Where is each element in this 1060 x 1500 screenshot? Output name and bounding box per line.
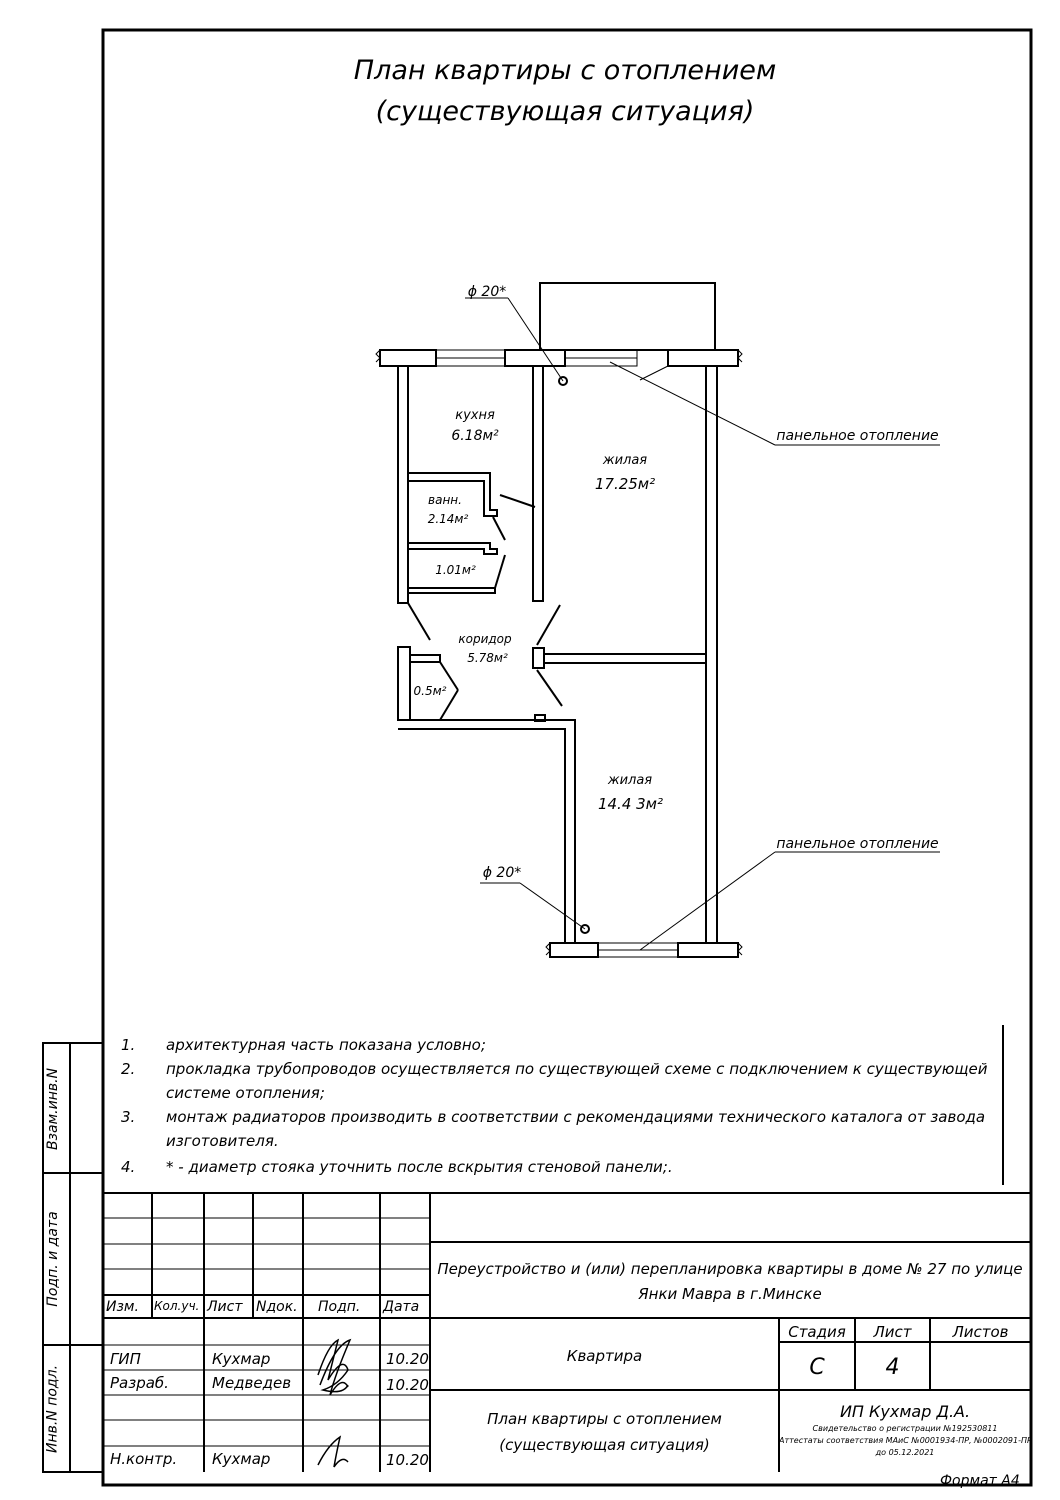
tb-company-line3: Аттестаты соответствия МАиС №0001934-ПР, №0002091-ПР: [779, 1436, 1032, 1445]
tb-date-nkontr: 10.20: [386, 1451, 429, 1469]
tb-object: Квартира: [566, 1347, 643, 1365]
tb-project-line2: Янки Мавра в г.Минске: [638, 1285, 822, 1303]
tb-header-data: Дата: [383, 1299, 420, 1315]
tb-sheet-value: 4: [885, 1355, 900, 1380]
signature-marks: [318, 1340, 350, 1467]
tb-name-nkontr: Кухмар: [212, 1450, 271, 1468]
tb-header-ndok: Nдок.: [256, 1299, 298, 1315]
room-kitchen-name: кухня: [455, 408, 495, 423]
tb-header-kol: Кол.уч.: [154, 1299, 200, 1313]
room-kitchen-area: 6.18м²: [451, 428, 499, 444]
tb-project-line1: Переустройство и (или) перепланировка квартиры в доме № 27 по улице: [437, 1260, 1023, 1278]
room-corridor-area: 5.78м²: [467, 651, 508, 665]
tb-company-line2: Свидетельство о регистрации №192530811: [812, 1424, 998, 1433]
room-living1-area: 17.25м²: [594, 475, 656, 493]
room-living1-name: жилая: [602, 453, 648, 468]
tb-date-razrab: 10.20: [386, 1376, 429, 1394]
note-4-line-1: * - диаметр стояка уточнить после вскрытия стеновой панели;.: [166, 1158, 673, 1176]
tb-company-line4: до 05.12.2021: [875, 1448, 935, 1457]
tb-header-izm: Изм.: [106, 1299, 139, 1315]
room-corridor-name: коридор: [458, 632, 512, 646]
note-4-num: 4.: [121, 1158, 136, 1176]
room-living2-name: жилая: [607, 773, 653, 788]
side-stamp-inv: Инв.N подл.: [44, 1364, 61, 1454]
note-1-line-1: архитектурная часть показана условно;: [166, 1036, 486, 1054]
tb-role-nkontr: Н.контр.: [110, 1450, 178, 1468]
note-2-num: 2.: [121, 1060, 136, 1078]
tb-sheet-title-line1: План квартиры с отоплением: [487, 1410, 722, 1428]
heating-top-label: панельное отопление: [776, 428, 939, 444]
floor-plan: [376, 283, 742, 957]
side-stamp-podp: Подп. и дата: [45, 1211, 61, 1307]
drawing-title-line2: (существующая ситуация): [375, 96, 755, 127]
tb-role-gip: ГИП: [110, 1350, 141, 1368]
tb-header-podp: Подп.: [318, 1299, 361, 1315]
tb-header-list: Лист: [207, 1299, 243, 1315]
callout-leaders: [465, 298, 940, 950]
tb-name-razrab: Медведев: [212, 1374, 292, 1392]
tb-date-gip: 10.20: [386, 1350, 429, 1368]
note-2-line-2: системе отопления;: [166, 1084, 325, 1102]
tb-name-gip: Кухмар: [212, 1350, 271, 1368]
drawing-title-line1: План квартиры с отоплением: [353, 55, 777, 86]
tb-role-razrab: Разраб.: [110, 1374, 169, 1392]
note-2-line-1: прокладка трубопроводов осуществляется по существующей схеме с подключением к существующей: [166, 1060, 988, 1078]
tb-stage-label: Стадия: [788, 1323, 846, 1341]
heating-bottom-label: панельное отопление: [776, 836, 939, 852]
room-wc-area: 1.01м²: [435, 563, 476, 577]
tb-sheet-label: Лист: [873, 1323, 912, 1341]
note-3-num: 3.: [121, 1108, 136, 1126]
room-bath-name: ванн.: [428, 493, 462, 507]
tb-sheet-title-line2: (существующая ситуация): [499, 1436, 710, 1454]
riser-top-label: ϕ 20*: [467, 284, 507, 300]
tb-company: ИП Кухмар Д.А.: [839, 1402, 971, 1421]
room-closet-area: 0.5м²: [413, 684, 447, 698]
format-label: Формат А4: [940, 1473, 1020, 1489]
note-1-num: 1.: [121, 1036, 136, 1054]
room-living2-area: 14.4 3м²: [597, 795, 664, 813]
room-bath-area: 2.14м²: [427, 512, 469, 526]
note-3-line-2: изготовителя.: [166, 1132, 279, 1150]
side-stamp-vzam: Взам.инв.N: [45, 1067, 61, 1151]
note-3-line-1: монтаж радиаторов производить в соответствии с рекомендациями технического каталога от завода: [166, 1108, 986, 1126]
riser-bottom-label: ϕ 20*: [482, 865, 522, 881]
tb-sheets-label: Листов: [952, 1323, 1009, 1341]
tb-stage-value: С: [809, 1355, 825, 1380]
